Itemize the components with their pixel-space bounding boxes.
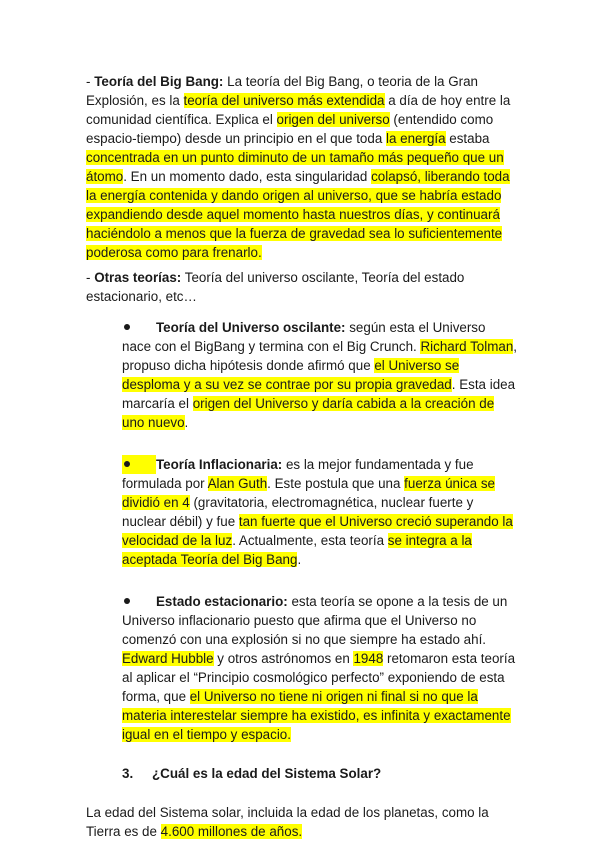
text: . Actualmente, esta teoría (232, 533, 388, 548)
highlight: colapsó, liberando toda la energía contenida y dando origen al universo, que se habría estado expandiendo desde aquel momento hasta nuestros días, y continuará haciéndolo a menos que la fuerza de gravedad sea lo suficientemente poderosa como para frenarlo. (86, 169, 510, 260)
highlight: 1948 (353, 651, 384, 666)
highlight: el Universo se desploma y a su vez se contrae por su propia gravedad (122, 358, 460, 392)
highlight: Alan Guth (207, 476, 268, 491)
text: (entendido como espacio-tiempo) desde un principio en el que toda (86, 112, 494, 146)
question-number: 3. (122, 766, 134, 781)
text: según esta el Universo nace con el BigBang y termina con el Big Crunch. (122, 320, 486, 354)
bullet-oscilante (122, 318, 518, 432)
highlight: teoría del universo más extendida (183, 93, 385, 108)
bullet-icon (122, 592, 156, 611)
otras-teorias-paragraph (86, 268, 518, 306)
text: retomaron esta teoría al aplicar el “Principio cosmológico perfecto” exponiendo de esta forma, que (122, 651, 516, 704)
document-page (86, 72, 518, 841)
highlight: tan fuerte que el Universo creció superando la velocidad de la luz (122, 514, 513, 548)
bullet-icon (122, 318, 156, 337)
text: La teoría del Big Bang, o teoria de la Gran Explosión, es la (86, 74, 478, 108)
text: esta teoría se opone a la tesis de un Universo inflacionario puesto que afirma que el Universo no comenzó con una explosión si no que siempre ha estado ahí. (122, 594, 508, 647)
text: . Este postula que una (267, 476, 405, 491)
bullet-icon (122, 455, 156, 474)
text: es la mejor fundamentada y fue formulada por (122, 457, 474, 491)
highlight: concentrada en un punto diminuto de un tamaño más pequeño que un átomo (86, 150, 504, 184)
highlight: origen del universo (276, 112, 390, 127)
otras-teorias-title: Otras teorías: (94, 270, 182, 285)
big-bang-title: Teoría del Big Bang: (94, 74, 224, 89)
text: (gravitatoria, electromagnética, nuclear fuerte y nuclear débil) y fue (122, 495, 474, 529)
text: . (297, 552, 302, 567)
text: y otros astrónomos en (213, 651, 354, 666)
question-text: ¿Cuál es la edad del Sistema Solar? (152, 766, 382, 781)
oscilante-title: Teoría del Universo oscilante: (156, 320, 346, 335)
highlight: se integra a la aceptada Teoría del Big Bang (122, 533, 472, 567)
highlight: 4.600 millones de años. (160, 824, 303, 839)
highlight: Edward Hubble (122, 651, 214, 666)
text: . Esta idea marcaría el (122, 377, 516, 411)
question-3 (122, 764, 518, 783)
text: La edad del Sistema solar, incluida la edad de los planetas, como la Tierra es de (86, 805, 489, 839)
estacionario-title: Estado estacionario: (156, 594, 288, 609)
inflacionaria-title: Teoría Inflacionaria: (156, 457, 283, 472)
dash: - (86, 270, 95, 285)
highlight: el Universo no tiene ni origen ni final si no que la materia interestelar siempre ha existido, es infinita y exactamente igual en el tiempo y espacio. (122, 689, 511, 742)
highlight: la energía (386, 131, 446, 146)
text: . (184, 415, 189, 430)
text: , propuso dicha hipótesis donde afirmó que (122, 339, 518, 373)
dash: - (86, 74, 95, 89)
answer-paragraph (86, 803, 518, 841)
text: estaba (445, 131, 490, 146)
text: a día de hoy entre la comunidad científica. Explica el (86, 93, 511, 127)
big-bang-paragraph (86, 72, 518, 262)
highlight: origen del Universo y daría cabida a la creación de uno nuevo (122, 396, 495, 430)
bullet-inflacionaria (122, 455, 518, 569)
text: . En un momento dado, esta singularidad (123, 169, 372, 184)
bullet-estacionario (122, 592, 518, 744)
text: Teoría del universo oscilante, Teoría del estado estacionario, etc… (86, 270, 465, 304)
highlight: Richard Tolman (420, 339, 514, 354)
highlight: fuerza única se dividió en 4 (122, 476, 495, 510)
